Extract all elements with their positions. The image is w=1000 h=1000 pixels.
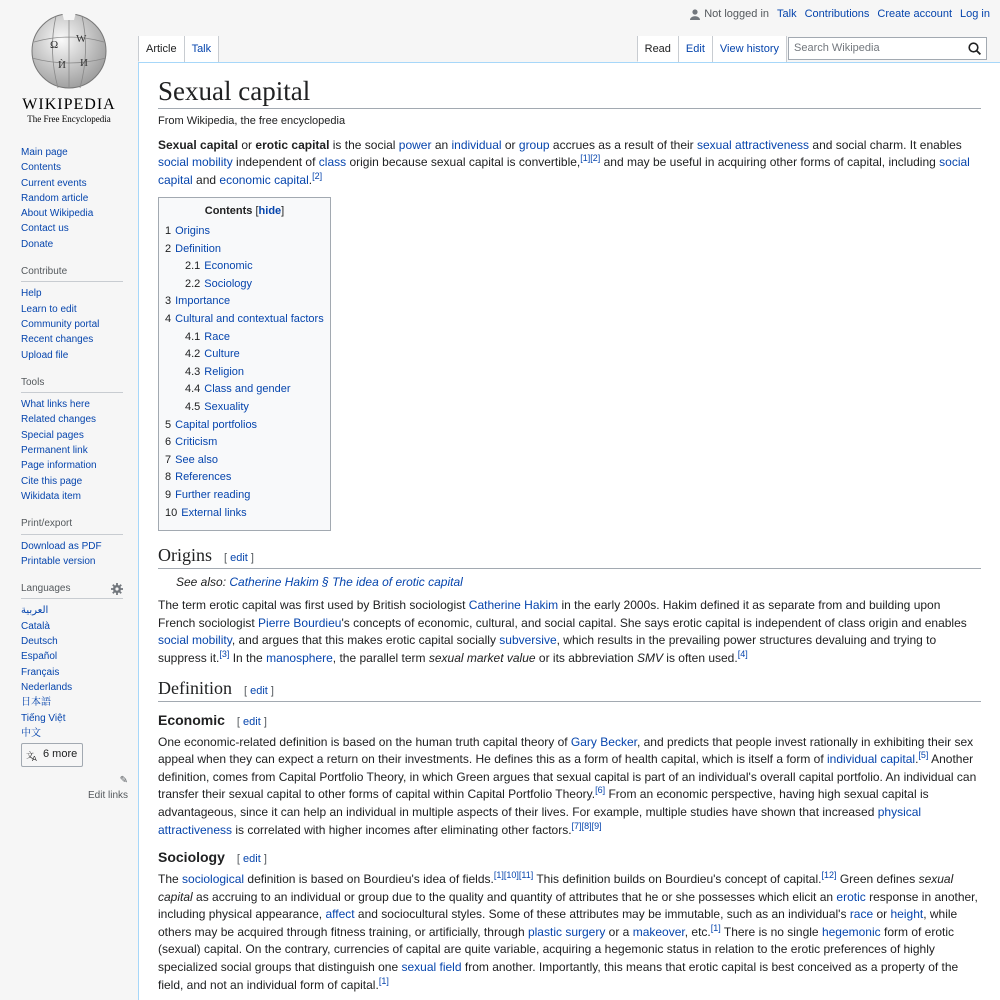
link-individual-capital[interactable]: individual capital: [827, 752, 916, 767]
citation[interactable]: [1]: [710, 922, 721, 933]
sidebar-print-export: [21, 516, 123, 569]
tab-article[interactable]: Article: [138, 36, 184, 62]
link-manosphere[interactable]: manosphere: [266, 650, 333, 665]
sidebar-item-what-links-here[interactable]: What links here: [21, 399, 90, 411]
toc-item[interactable]: [165, 293, 324, 311]
toc-link[interactable]: External links: [181, 506, 247, 519]
page-title: Sexual capital: [158, 77, 981, 109]
sidebar-item-permanent-link[interactable]: Permanent link: [21, 445, 88, 457]
language-link[interactable]: Deutsch: [21, 636, 58, 648]
contribute-heading: Contribute: [21, 264, 123, 282]
toc-item[interactable]: [165, 487, 324, 505]
link-social-mobility[interactable]: social mobility: [158, 155, 233, 170]
citation[interactable]: [9]: [591, 820, 602, 831]
log-in-link[interactable]: Log in: [960, 8, 990, 20]
toc-link[interactable]: Class and gender: [204, 383, 291, 396]
toc-item[interactable]: [165, 364, 324, 382]
search-icon[interactable]: [968, 42, 981, 55]
language-link[interactable]: Français: [21, 666, 60, 678]
languages-heading-label: Languages: [21, 583, 71, 595]
toc-number: 2.1: [185, 260, 201, 273]
link-gary-becker[interactable]: Gary Becker: [570, 734, 637, 749]
language-icon: [26, 750, 39, 761]
toc-link[interactable]: Cultural and contextual factors: [175, 313, 324, 326]
toc-item[interactable]: [165, 434, 324, 452]
toc-number: 4.1: [185, 330, 201, 343]
svg-text:A: A: [32, 754, 37, 761]
sidebar-item-contact-us[interactable]: Contact us: [21, 223, 69, 235]
language-link[interactable]: 中文: [21, 727, 41, 739]
sidebar-tools: [21, 375, 123, 504]
link-makeover[interactable]: makeover: [632, 924, 685, 939]
not-logged-in: [690, 8, 769, 20]
edit-links-label: Edit links: [87, 790, 128, 802]
sidebar-item-donate[interactable]: Donate: [21, 238, 54, 250]
citation[interactable]: [1]: [580, 153, 591, 164]
tools-heading: Tools: [21, 375, 123, 393]
sidebar-item-wikidata-item[interactable]: Wikidata item: [21, 490, 82, 502]
toc-link[interactable]: Sexuality: [204, 401, 249, 413]
sidebar-item-help[interactable]: Help: [21, 288, 42, 300]
table-of-contents: [158, 197, 331, 531]
link-physical-attractiveness[interactable]: physical attractiveness: [158, 804, 922, 837]
svg-text:W: W: [76, 33, 87, 45]
sidebar: [21, 145, 128, 816]
citation[interactable]: [1]: [378, 975, 389, 986]
link-group[interactable]: group: [518, 137, 550, 152]
sidebar-item-recent-changes[interactable]: Recent changes: [21, 334, 94, 346]
svg-text:И: И: [80, 57, 88, 69]
toc-number: 2.2: [185, 277, 201, 290]
languages-heading: [21, 581, 123, 599]
link-class[interactable]: class: [318, 155, 347, 170]
link-sexual-attractiveness[interactable]: sexual attractiveness: [697, 137, 810, 152]
citation[interactable]: [3]: [219, 648, 230, 659]
economic-paragraph: One economic-related definition is based on the human truth capital theory of Gary Becker, and predicts that people invest rationally in exhibiting their sex appeal when they can expect a return on their investments. He defines this as a form of health capital, which is itself a form of individual capital.[5] Another definition, comes from Capital Portfolio Theory, in which Green argues that sexual capital is part of an individual's overall capital portfolio. An individual can transfer their sexual capital to other forms of capital within Capital Portfolio Theory.[6] From an economic perspective, having high sexual capital is advantageous, since it can help an individual in multiple aspects of their lives. For example, multiple studies have shown that increased physical attractiveness is correlated with higher incomes after eliminating other factors.[7][8][9]: [158, 734, 977, 837]
svg-text:文: 文: [26, 750, 34, 760]
toc-number: 1: [165, 225, 172, 238]
toc-link[interactable]: Race: [204, 330, 230, 343]
contributions-link[interactable]: Contributions: [804, 8, 870, 20]
language-link[interactable]: Nederlands: [21, 681, 73, 693]
toc-link[interactable]: Further reading: [175, 488, 251, 501]
sidebar-item-related-changes[interactable]: Related changes: [21, 414, 97, 426]
toc-title-label: Contents: [204, 205, 253, 218]
section-heading-economic: Economic [ edit ]: [158, 711, 267, 728]
link-plastic-surgery[interactable]: plastic surgery: [527, 924, 606, 939]
toc-number: 5: [165, 418, 172, 431]
sidebar-item-contents[interactable]: Contents: [21, 162, 62, 174]
link-race[interactable]: race: [849, 907, 874, 922]
sidebar-item-current-events[interactable]: Current events: [21, 177, 87, 189]
sidebar-languages: [21, 581, 128, 804]
link-affect[interactable]: affect: [325, 907, 355, 922]
link-erotic[interactable]: erotic: [836, 889, 866, 904]
sidebar-item-about-wikipedia[interactable]: About Wikipedia: [21, 208, 94, 220]
sidebar-contribute: [21, 264, 123, 363]
toc-item[interactable]: [165, 311, 324, 329]
toc-link[interactable]: Origins: [175, 225, 210, 238]
toc-number: 3: [165, 295, 172, 308]
svg-text:Ѝ: Ѝ: [58, 59, 66, 71]
citation[interactable]: [5]: [918, 750, 929, 761]
sidebar-item-learn-to-edit[interactable]: Learn to edit: [21, 303, 77, 315]
sidebar-item-community-portal[interactable]: Community portal: [21, 318, 100, 330]
toc-number: 9: [165, 488, 172, 501]
sidebar-item-printable-version[interactable]: Printable version: [21, 555, 96, 567]
toc-link[interactable]: Importance: [175, 295, 231, 308]
create-account-link[interactable]: Create account: [877, 8, 953, 20]
link-catherine-hakim[interactable]: Catherine Hakim: [468, 598, 559, 613]
citation[interactable]: [8]: [581, 820, 592, 831]
toc-item[interactable]: [165, 381, 324, 399]
citation[interactable]: [4]: [737, 648, 748, 659]
edit-section-link[interactable]: edit: [250, 684, 268, 697]
sidebar-item-special-pages[interactable]: Special pages: [21, 429, 84, 441]
more-languages-button[interactable]: [21, 743, 83, 767]
toc-number: 6: [165, 436, 172, 449]
section-heading-origins: Origins [ edit ]: [158, 545, 981, 569]
personal-tools: [690, 8, 990, 20]
edit-links[interactable]: [21, 773, 128, 804]
citation[interactable]: [11]: [518, 870, 534, 881]
toc-item[interactable]: [165, 417, 324, 435]
toc-link[interactable]: Economic: [204, 260, 253, 273]
link-sociological[interactable]: sociological: [182, 872, 245, 887]
link-social-mobility[interactable]: social mobility: [158, 633, 232, 648]
sidebar-item-main-page[interactable]: Main page: [21, 147, 68, 158]
tab-view-history[interactable]: View history: [712, 36, 787, 62]
wikipedia-tagline: The Free Encyclopedia: [27, 114, 111, 124]
article-content: [138, 62, 1000, 1000]
sociology-paragraph: The sociological definition is based on Bourdieu's idea of fields.[1][10][11] This definition builds on Bourdieu's concept of capital.[12] Green defines sexual capital as accruing to an individual or group due to the quality and quantity of attributes that he or she possesses which elicit an erotic response in another, including physical appearance, affect and sociocultural styles. Some of these attributes may be immutable, such as an individual's race or height, while others may be acquired through fitness training, or artificially, through plastic surgery or a makeover, etc.[1] There is no single hegemonic form of erotic (sexual) capital. On the contrary, currencies of capital are quite variable, acquiring a hegemonic status in relation to the erotic preferences of highly specialized social groups that distinguish one sexual field from another. Importantly, this means that erotic capital is best conceived as a property of the field, and not an individual form of capital.[1]: [158, 870, 978, 992]
toc-number: 8: [165, 471, 172, 484]
toc-title: Contents [hide]: [204, 205, 285, 218]
print-export-heading: Print/export: [21, 516, 123, 534]
language-link[interactable]: Català: [21, 620, 50, 632]
citation[interactable]: [10]: [503, 870, 519, 881]
citation[interactable]: [7]: [571, 820, 582, 831]
bold-term: erotic capital: [255, 137, 330, 152]
language-link[interactable]: Español: [21, 651, 58, 663]
toc-item[interactable]: [165, 223, 324, 241]
toc-number: 4.3: [185, 365, 201, 378]
more-languages-label: 6 more: [43, 748, 78, 761]
toc-hide-link[interactable]: hide: [258, 205, 282, 218]
site-subtitle: From Wikipedia, the free encyclopedia: [158, 114, 346, 127]
tab-read[interactable]: Read: [637, 36, 678, 62]
citation[interactable]: [6]: [595, 785, 606, 796]
wikipedia-globe-icon: [28, 12, 110, 90]
sidebar-item-cite-this-page[interactable]: Cite this page: [21, 475, 83, 487]
link-individual[interactable]: individual: [451, 137, 502, 152]
toc-number: 4.2: [185, 348, 201, 361]
link-height[interactable]: height: [890, 907, 924, 922]
bold-term: Sexual capital: [158, 137, 239, 152]
toc-item[interactable]: [165, 329, 324, 347]
language-link[interactable]: 日本語: [21, 697, 51, 709]
toc-item[interactable]: [165, 469, 324, 487]
toc-link[interactable]: Criticism: [175, 436, 218, 449]
hatnote-link[interactable]: Catherine Hakim § The idea of erotic capital: [229, 575, 463, 590]
toc-link[interactable]: Religion: [204, 365, 245, 378]
sidebar-item-upload-file[interactable]: Upload file: [21, 349, 69, 361]
link-power[interactable]: power: [398, 137, 432, 152]
edit-section-link[interactable]: edit: [230, 552, 248, 565]
not-logged-in-label: Not logged in: [704, 8, 770, 20]
toc-number: 4: [165, 313, 172, 326]
toc-number: 7: [165, 453, 172, 466]
wikipedia-wordmark: WIKIPEDIA: [22, 96, 116, 113]
toc-item[interactable]: [165, 346, 324, 364]
tab-talk[interactable]: Talk: [184, 36, 220, 62]
gear-icon[interactable]: [111, 583, 123, 595]
edit-section-link[interactable]: edit: [243, 715, 261, 728]
toc-number: 4.5: [185, 401, 201, 413]
sidebar-item-download-as-pdf[interactable]: Download as PDF: [21, 540, 102, 552]
toc-link[interactable]: Culture: [204, 348, 240, 361]
toc-item[interactable]: [165, 505, 324, 523]
citation[interactable]: [2]: [590, 153, 601, 164]
toc-item[interactable]: [165, 399, 324, 417]
sidebar-navigation: [21, 145, 123, 252]
origins-paragraph: The term erotic capital was first used by British sociologist Catherine Hakim in the early 2000s. Hakim defined it as separate from and building upon French sociologist Pierre Bourdieu's concepts of economic, cultural, and social capital. She says erotic capital is independent of class origin and enables social mobility, and argues that this makes erotic capital socially subversive, which results in the prevailing power structures devaluing and trying to suppress it.[3] In the manosphere, the parallel term sexual market value or its abbreviation SMV is often used.[4]: [158, 598, 967, 665]
link-sexual-field[interactable]: sexual field: [401, 960, 462, 975]
namespace-tabs: [138, 36, 219, 62]
link-economic-capital[interactable]: economic capital: [219, 172, 309, 187]
toc-item[interactable]: [165, 276, 324, 294]
link-pierre-bourdieu[interactable]: Pierre Bourdieu: [258, 615, 342, 630]
search-placeholder: Search Wikipedia: [794, 42, 880, 54]
tab-edit[interactable]: Edit: [678, 36, 712, 62]
search-input[interactable]: [788, 37, 987, 60]
citation[interactable]: [12]: [821, 870, 837, 881]
toc-link[interactable]: See also: [175, 453, 218, 466]
link-subversive[interactable]: subversive: [499, 633, 557, 648]
toc-link[interactable]: Definition: [175, 242, 221, 255]
talk-link[interactable]: Talk: [777, 8, 797, 20]
hatnote: See also: Catherine Hakim § The idea of erotic capital: [176, 575, 463, 590]
toc-number: 4.4: [185, 383, 201, 396]
citation[interactable]: [1]: [493, 870, 504, 881]
sidebar-item-page-information[interactable]: Page information: [21, 460, 97, 472]
pencil-icon: ✎: [119, 775, 128, 787]
language-link[interactable]: العربية: [21, 605, 49, 617]
toc-number: 2: [165, 242, 172, 255]
svg-text:Ω: Ω: [50, 39, 59, 51]
toc-number: 10: [165, 506, 178, 519]
toc-item[interactable]: [165, 258, 324, 276]
section-heading-definition: Definition [ edit ]: [158, 678, 981, 702]
wikipedia-logo[interactable]: [0, 0, 138, 138]
view-tabs: [637, 36, 787, 62]
toc-link[interactable]: Sociology: [204, 277, 252, 290]
section-heading-sociology: Sociology [ edit ]: [158, 849, 267, 866]
edit-section-link[interactable]: edit: [243, 853, 261, 866]
toc-link[interactable]: Capital portfolios: [175, 418, 258, 431]
toc-link[interactable]: References: [175, 471, 232, 484]
link-hegemonic[interactable]: hegemonic: [821, 924, 881, 939]
sidebar-item-random-article[interactable]: Random article: [21, 192, 89, 204]
user-icon: [690, 9, 700, 20]
language-link[interactable]: Tiếng Việt: [21, 712, 66, 724]
toc-item[interactable]: [165, 452, 324, 470]
citation[interactable]: [2]: [312, 170, 323, 181]
link-social-capital[interactable]: social capital: [158, 155, 970, 187]
lead-paragraph: Sexual capital or erotic capital is the social power an individual or group accrues as a result of their sexual attractiveness and social charm. It enables social mobility independent of class origin because sexual capital is convertible,[1][2] and may be useful in acquiring other forms of capital, including social capital and economic capital.[2]: [158, 137, 970, 187]
toc-item[interactable]: [165, 241, 324, 259]
